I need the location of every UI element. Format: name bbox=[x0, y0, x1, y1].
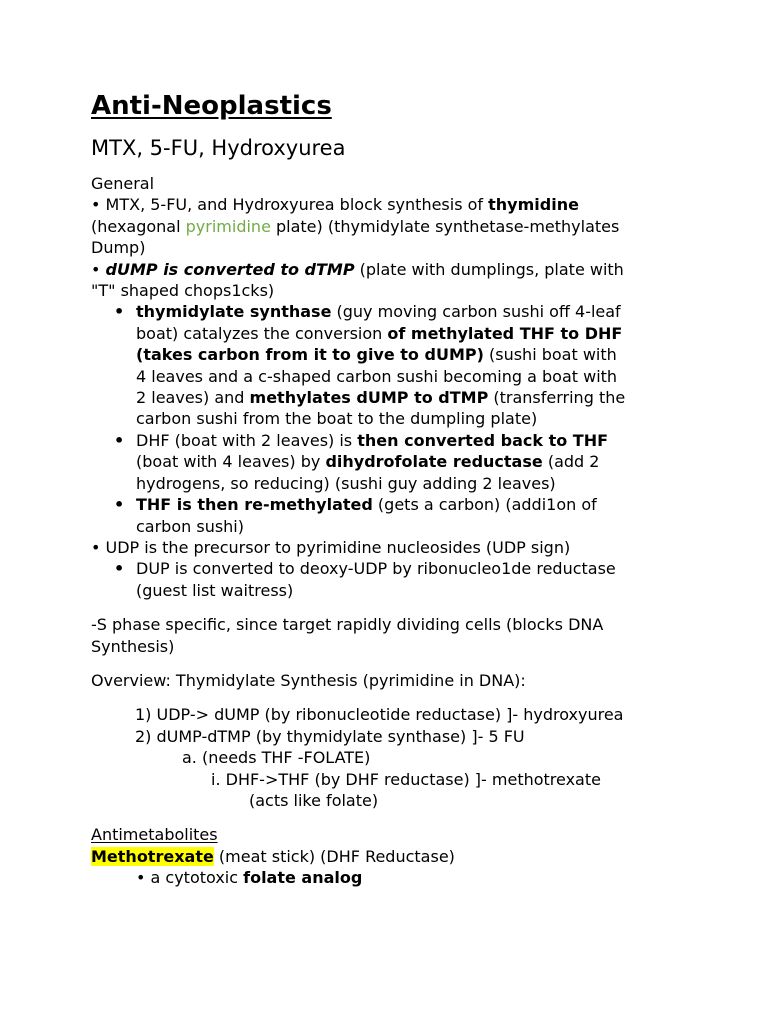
highlighted-term-pyrimidine: pyrimidine bbox=[185, 216, 271, 236]
document-subtitle: MTX, 5-FU, Hydroxyurea bbox=[91, 136, 346, 160]
paragraph-synthesis-block-end: Dump) bbox=[91, 238, 146, 258]
document-body bbox=[91, 173, 711, 889]
list-item: a. (needs THF -FOLATE) bbox=[182, 748, 371, 768]
section-heading-antimetabolites: Antimetabolites bbox=[91, 825, 218, 845]
list-item: • DUP is converted to deoxy-UDP by ribonucleo1de reductase (guest list waitress) bbox=[136, 558, 711, 601]
document-title: Anti-Neoplastics bbox=[91, 91, 332, 121]
paragraph-udp-precursor: • UDP is the precursor to pyrimidine nucleosides (UDP sign) bbox=[91, 537, 571, 557]
list-item: i. DHF->THF (by DHF reductase) ]- methotrexate bbox=[211, 769, 601, 789]
paragraph-overview: Overview: Thymidylate Synthesis (pyrimidine in DNA): bbox=[91, 670, 526, 690]
paragraph-synthesis-block-cont: (hexagonal pyrimidine plate) (thymidylate synthetase-methylates bbox=[91, 216, 620, 236]
paragraph-folate-analog: • a cytotoxic folate analog bbox=[136, 868, 363, 888]
paragraph-s-phase-cont: Synthesis) bbox=[91, 636, 175, 656]
paragraph-methotrexate: Methotrexate (meat stick) (DHF Reductase) bbox=[91, 846, 455, 866]
bullet-list-dup bbox=[91, 558, 711, 601]
section-heading-general: General bbox=[91, 174, 155, 193]
list-item: • DHF (boat with 2 leaves) is then converted back to THF (boat with 4 leaves) by dihydrofolate reductase (add 2 hydrogens, so reducing) (sushi guy adding 2 leaves) bbox=[136, 430, 711, 494]
paragraph-dump-conversion: • dUMP is converted to dTMP (plate with dumplings, plate with bbox=[91, 259, 624, 279]
list-item: 2) dUMP-dTMP (by thymidylate synthase) ]- 5 FU bbox=[135, 726, 525, 746]
numbered-list-synthesis bbox=[91, 704, 711, 811]
paragraph-dump-conversion-cont: "T" shaped chops1cks) bbox=[91, 281, 275, 301]
list-item: 1) UDP-> dUMP (by ribonucleotide reductase) ]- hydroxyurea bbox=[135, 705, 624, 725]
list-item: • thymidylate synthase (guy moving carbon sushi off 4-leaf boat) catalyzes the conversion of methylated THF to DHF (takes carbon from it to give to dUMP) (sushi boat with 4 leaves and a c-shaped carbon sushi becoming a boat with 2 leaves) and methylates dUMP to dTMP (transferring the carbon sushi from the boat to the dumpling plate) bbox=[136, 301, 711, 429]
paragraph-synthesis-block: • MTX, 5-FU, and Hydroxyurea block synthesis of thymidine bbox=[91, 195, 579, 215]
highlighted-term-methotrexate: Methotrexate bbox=[91, 846, 214, 866]
list-item-cont: (acts like folate) bbox=[249, 790, 379, 810]
list-item: • THF is then re-methylated (gets a carbon) (addi1on of carbon sushi) bbox=[136, 494, 711, 537]
bullet-list-enzymes bbox=[91, 301, 711, 536]
paragraph-s-phase: -S phase specific, since target rapidly dividing cells (blocks DNA bbox=[91, 615, 604, 635]
